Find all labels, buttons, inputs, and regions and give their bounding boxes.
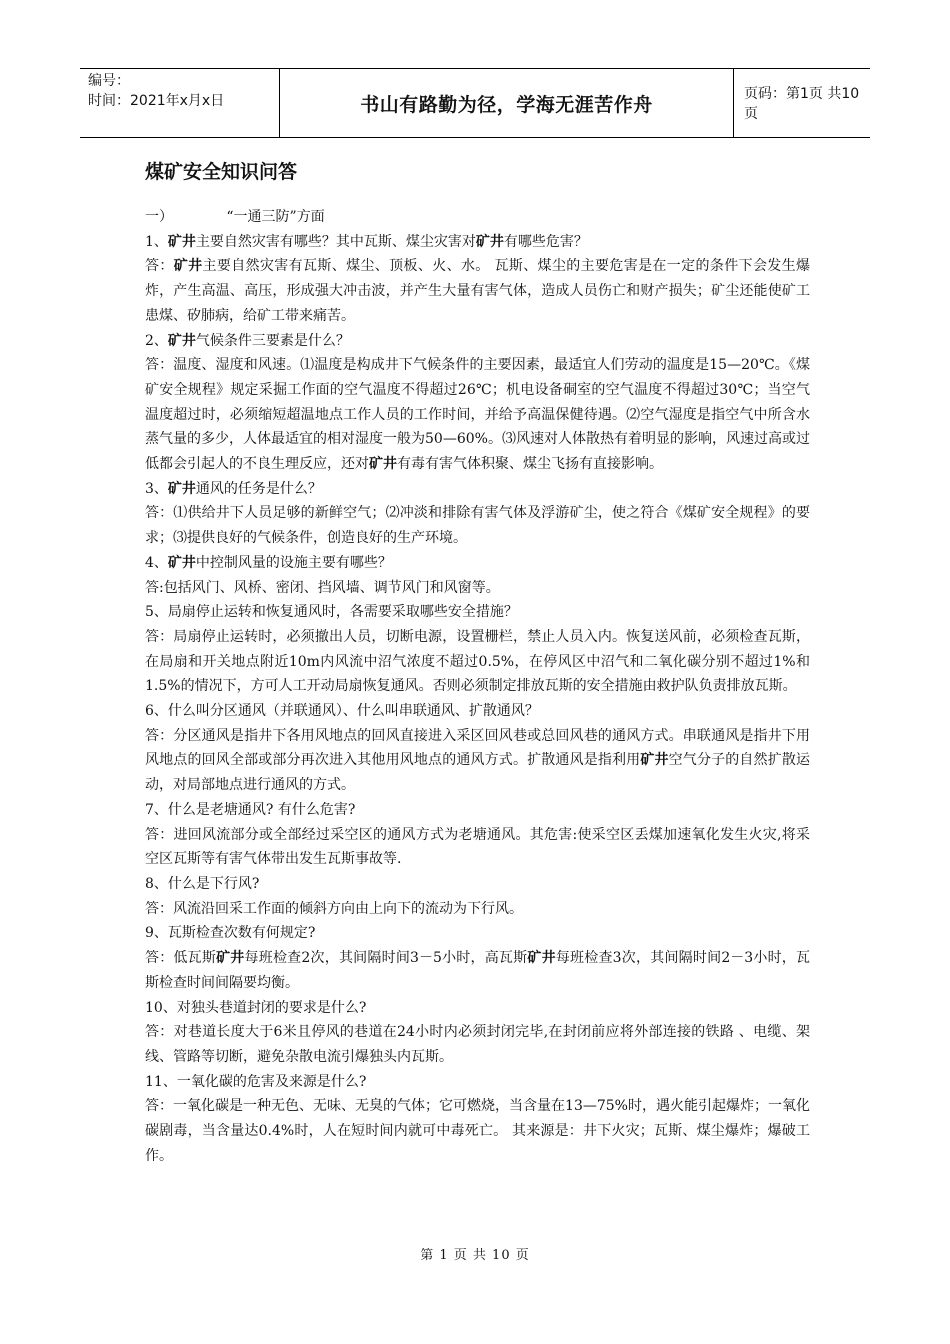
paragraph-text: 5、局扇停止运转和恢复通风时，各需要采取哪些安全措施？ [145,604,518,621]
header-page-info: 页码：第1页 共10页 [744,86,860,122]
keyword-text: 矿井 [216,950,245,967]
keyword-text: 矿井 [173,258,203,275]
answer-paragraph [145,724,810,798]
paragraph-text: 答：局扇停止运转时，必须撤出人员，切断电源，设置栅栏，禁止人员入内。恢复送风前，必须检查瓦斯，在局扇和开关地点附近10m内风流中沼气浓度不超过0.5%，在停风区中沼气和二氧化碳分别不超过1%和1.5%的情况下，方可人工开动局扇恢复通风。否则必须制定排放瓦斯的安全措施由救护队负责排放瓦斯。 [145,628,810,695]
paragraph-text: 答:包括风门、风桥、密闭、挡风墙、调节风门和风窗等。 [145,579,500,596]
answer-paragraph [145,501,810,550]
paragraph-text: 1、 [145,233,168,250]
keyword-text: 矿井 [527,950,556,967]
question-paragraph [145,329,810,354]
question-paragraph [145,921,810,946]
paragraph-text: 10、对独头巷道封闭的要求是什么? [145,999,367,1016]
paragraph-text: 8、什么是下行风? [145,875,260,892]
paragraph-text: 6、什么叫分区通风（并联通风）、什么叫串联通风、扩散通风？ [145,703,539,720]
answer-paragraph [145,625,810,699]
keyword-text: 矿井 [475,233,504,250]
paragraph-text: 主要自然灾害有瓦斯、煤尘、顶板、火、水。 瓦斯、煤尘的主要危害是在一定的条件下会发生爆炸，产生高温、高压，形成强大冲击波，并产生大量有害气体，造成人员伤亡和财产损失；矿尘还能使矿工患煤、矽肺病，给矿工带来痛苦。 [145,258,811,324]
document-title: 煤矿安全知识问答 [145,161,298,183]
answer-paragraph [145,353,810,477]
keyword-text: 矿井 [167,332,196,349]
paragraph-text: 答：对巷道长度大于6米且停风的巷道在24小时内必须封闭完毕,在封闭前应将外部连接的铁路 、电缆、架线、管路等切断，避免杂散电流引爆独头内瓦斯。 [145,1024,810,1065]
paragraph-text: 7、什么是老塘通风? 有什么危害? [145,801,356,818]
paragraph-text: 2、 [145,332,168,349]
answer-paragraph [145,823,810,872]
paragraph-text: 气候条件三要素是什么？ [195,332,350,349]
question-paragraph [145,996,810,1021]
document-number-label: 编号： [88,73,130,89]
document-body [145,205,810,1168]
answer-paragraph [145,254,810,328]
answer-paragraph [145,1094,810,1168]
paragraph-text: 答：低瓦斯 [145,950,217,967]
document-time-label: 时间：2021年x月x日 [88,93,225,109]
answer-paragraph [145,1020,810,1069]
paragraph-text: 9、瓦斯检查次数有何规定? [145,925,316,942]
question-paragraph [145,551,810,576]
paragraph-text: 中控制风量的设施主要有哪些？ [195,554,392,571]
paragraph-text: 答：风流沿回采工作面的倾斜方向由上向下的流动为下行风。 [145,900,523,917]
paragraph-text: 3、 [145,480,168,497]
paragraph-text: 答：进回风流部分或全部经过采空区的通风方式为老塘通风。其危害:使采空区丢煤加速氧化发生火灾,将采空区瓦斯等有害气体带出发生瓦斯事故等. [145,826,810,868]
paragraph-text: 11、一氧化碳的危害及来源是什么? [145,1073,367,1090]
section-heading: 一） “一通三防”方面 [145,209,325,225]
paragraph-text: 每班检查3次，其间隔时间2－3小时，瓦斯检查时间间隔要均衡。 [145,950,810,991]
keyword-text: 矿井 [167,233,196,250]
paragraph-text: 答： [145,258,174,275]
keyword-text: 矿井 [640,752,669,769]
answer-paragraph [145,946,810,995]
paragraph-text: 有毒有害气体积聚、煤尘飞扬有直接影响。 [397,456,663,473]
question-paragraph [145,699,810,724]
question-paragraph [145,798,810,823]
paragraph-text: 答：⑴供给井下人员足够的新鲜空气；⑵冲淡和排除有害气体及浮游矿尘，使之符合《煤矿安全规程》的要求；⑶提供良好的气候条件，创造良好的生产环境。 [145,505,810,547]
question-paragraph [145,872,810,897]
question-paragraph [145,1070,810,1095]
paragraph-text: 4、 [145,554,168,571]
paragraph-text: 答：温度、湿度和风速。⑴温度是构成井下气候条件的主要因素，最适宜人们劳动的温度是15—20℃。《煤矿安全规程》规定采掘工作面的空气温度不得超过26℃；机电设备硐室的空气温度不得超过30℃；当空气温度超过时，必须缩短超温地点工作人员的工作时间，并给予高温保健待遇。⑵空气湿度是指空气中所含水蒸气量的多少，人体最适宜的相对湿度一般为50—60%。⑶风速对人体散热有着明显的影响，风速过高或过低都会引起人的不良生理反应，还对 [145,357,810,473]
paragraph-text: 空气分子的自然扩散运动，对局部地点进行通风的方式。 [145,752,811,794]
paragraph-text: 答：一氧化碳是一种无色、无味、无臭的气体；它可燃烧，当含量在13—75%时，遇火能引起爆炸；一氧化碳剧毒，当含量达0.4%时，人在短时间内就可中毒死亡。 其来源是：井下火灾；瓦斯、煤尘爆炸；爆破工作。 [145,1098,810,1164]
paragraph-text: 有哪些危害？ [503,233,588,250]
paragraph-text: 通风的任务是什么？ [195,480,322,497]
header-motto: 书山有路勤为径，学海无涯苦作舟 [280,69,734,137]
header-meta [80,69,280,137]
keyword-text: 矿井 [167,554,196,571]
page-header [80,68,870,138]
qa-paragraphs [145,230,810,1169]
keyword-text: 矿井 [167,480,196,497]
question-paragraph [145,477,810,502]
keyword-text: 矿井 [369,456,397,473]
paragraph-text: 主要自然灾害有哪些？其中瓦斯、煤尘灾害对 [195,233,476,250]
page-footer: 第 1 页 共 10 页 [420,1248,530,1263]
paragraph-text: 答：分区通风是指井下各用风地点的回风直接进入采区回风巷或总回风巷的通风方式。串联通风是指井下用风地点的回风全部或部分再次进入其他用风地点的通风方式。扩散通风是指利用 [145,727,810,769]
question-paragraph [145,230,810,255]
answer-paragraph [145,576,810,601]
question-paragraph [145,600,810,625]
paragraph-text: 每班检查2次，其间隔时间3－5小时，高瓦斯 [244,950,528,967]
answer-paragraph [145,897,810,922]
